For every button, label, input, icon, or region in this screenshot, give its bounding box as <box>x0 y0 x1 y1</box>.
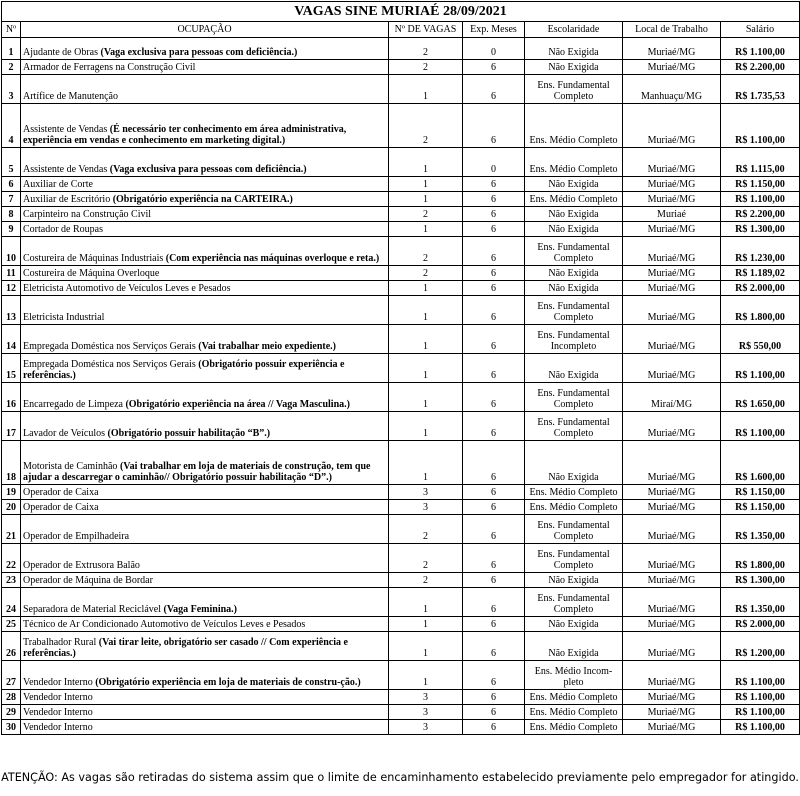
education-cell: Não Exigida <box>525 354 623 383</box>
occupation-cell <box>21 266 389 281</box>
salary-cell: R$ 1.100,00 <box>721 705 800 720</box>
workplace-cell: Miraí/MG <box>623 383 721 412</box>
row-number: 23 <box>2 573 21 588</box>
salary-cell: R$ 2.000,00 <box>721 617 800 632</box>
vacancies-cell: 1 <box>389 632 463 661</box>
occupation-name: Operador de Caixa <box>23 487 99 498</box>
workplace-cell: Muriaé/MG <box>623 354 721 383</box>
table-row <box>2 325 800 354</box>
vacancies-cell: 1 <box>389 296 463 325</box>
education-cell: Ens. Médio Completo <box>525 104 623 148</box>
education-cell: Ens. Fundamental Completo <box>525 515 623 544</box>
occupation-cell <box>21 237 389 266</box>
education-cell: Não Exigida <box>525 177 623 192</box>
occupation-name: Operador de Caixa <box>23 502 99 513</box>
salary-cell: R$ 1.100,00 <box>721 38 800 60</box>
occupation-cell <box>21 177 389 192</box>
salary-cell: R$ 1.350,00 <box>721 515 800 544</box>
table-row <box>2 500 800 515</box>
header-experience: Exp. Meses <box>463 22 525 38</box>
occupation-note: (Vai trabalhar meio expediente.) <box>198 341 336 352</box>
occupation-note: (Obrigatório possuir experiência e referências.) <box>23 359 345 381</box>
row-number: 30 <box>2 720 21 735</box>
row-number: 8 <box>2 207 21 222</box>
table-row <box>2 515 800 544</box>
education-cell: Não Exigida <box>525 441 623 485</box>
occupation-cell <box>21 485 389 500</box>
sheet-title: VAGAS SINE MURIAÉ 28/09/2021 <box>2 2 800 22</box>
occupation-cell <box>21 588 389 617</box>
salary-cell: R$ 1.100,00 <box>721 354 800 383</box>
occupation-cell <box>21 60 389 75</box>
occupation-note: (Obrigatório experiência na área // Vaga Masculina.) <box>125 399 350 410</box>
workplace-cell: Muriaé/MG <box>623 177 721 192</box>
occupation-note: (Vai trabalhar em loja de materiais de construção, tem que ajudar a descarregar o caminhão// Obrigatório possuir habilitação “D”.) <box>23 461 371 483</box>
row-number: 16 <box>2 383 21 412</box>
salary-cell: R$ 1.150,00 <box>721 500 800 515</box>
experience-cell: 6 <box>463 441 525 485</box>
vacancies-cell: 1 <box>389 281 463 296</box>
experience-cell: 6 <box>463 720 525 735</box>
occupation-cell <box>21 661 389 690</box>
table-row <box>2 192 800 207</box>
vacancies-cell: 2 <box>389 38 463 60</box>
vacancies-cell: 1 <box>389 192 463 207</box>
occupation-name: Técnico de Ar Condicionado Automotivo de Veículos Leves e Pesados <box>23 619 306 630</box>
vacancies-cell: 3 <box>389 705 463 720</box>
salary-cell: R$ 1.230,00 <box>721 237 800 266</box>
experience-cell: 6 <box>463 485 525 500</box>
occupation-name: Auxiliar de Escritório <box>23 194 113 205</box>
workplace-cell: Muriaé/MG <box>623 281 721 296</box>
occupation-cell <box>21 38 389 60</box>
table-row <box>2 60 800 75</box>
row-number: 17 <box>2 412 21 441</box>
experience-cell: 6 <box>463 192 525 207</box>
salary-cell: R$ 1.100,00 <box>721 720 800 735</box>
experience-cell: 6 <box>463 222 525 237</box>
row-number: 18 <box>2 441 21 485</box>
occupation-cell <box>21 720 389 735</box>
row-number: 1 <box>2 38 21 60</box>
workplace-cell: Muriaé/MG <box>623 222 721 237</box>
occupation-cell <box>21 281 389 296</box>
workplace-cell: Muriaé/MG <box>623 500 721 515</box>
workplace-cell: Muriaé/MG <box>623 617 721 632</box>
table-row <box>2 441 800 485</box>
vacancies-cell: 2 <box>389 60 463 75</box>
row-number: 28 <box>2 690 21 705</box>
table-row <box>2 354 800 383</box>
row-number: 9 <box>2 222 21 237</box>
workplace-cell: Muriaé/MG <box>623 573 721 588</box>
table-row <box>2 104 800 148</box>
workplace-cell: Muriaé/MG <box>623 104 721 148</box>
vacancies-cell: 3 <box>389 485 463 500</box>
row-number: 6 <box>2 177 21 192</box>
education-cell: Ens. Fundamental Completo <box>525 588 623 617</box>
vacancies-cell: 1 <box>389 354 463 383</box>
experience-cell: 6 <box>463 632 525 661</box>
education-cell: Não Exigida <box>525 38 623 60</box>
salary-cell: R$ 1.350,00 <box>721 588 800 617</box>
workplace-cell: Muriaé <box>623 207 721 222</box>
occupation-cell <box>21 296 389 325</box>
education-cell: Ens. Fundamental Completo <box>525 75 623 104</box>
table-row <box>2 75 800 104</box>
experience-cell: 6 <box>463 690 525 705</box>
row-number: 26 <box>2 632 21 661</box>
occupation-name: Assistente de Vendas <box>23 164 110 175</box>
row-number: 29 <box>2 705 21 720</box>
occupation-note: (Vaga exclusiva para pessoas com deficiência.) <box>100 47 298 58</box>
table-row <box>2 207 800 222</box>
row-number: 24 <box>2 588 21 617</box>
vacancies-cell: 1 <box>389 588 463 617</box>
experience-cell: 0 <box>463 148 525 177</box>
occupation-name: Carpinteiro na Construção Civil <box>23 209 152 220</box>
vacancies-cell: 2 <box>389 104 463 148</box>
occupation-name: Vendedor Interno <box>23 707 93 718</box>
occupation-cell <box>21 441 389 485</box>
experience-cell: 6 <box>463 515 525 544</box>
experience-cell: 6 <box>463 177 525 192</box>
salary-cell: R$ 1.150,00 <box>721 485 800 500</box>
education-cell: Ens. Médio Completo <box>525 500 623 515</box>
row-number: 27 <box>2 661 21 690</box>
occupation-name: Eletricista Industrial <box>23 312 105 323</box>
salary-cell: R$ 2.200,00 <box>721 60 800 75</box>
occupation-cell <box>21 632 389 661</box>
row-number: 25 <box>2 617 21 632</box>
workplace-cell: Muriaé/MG <box>623 192 721 207</box>
occupation-name: Operador de Máquina de Bordar <box>23 575 153 586</box>
experience-cell: 6 <box>463 705 525 720</box>
occupation-name: Lavador de Veículos <box>23 428 108 439</box>
occupation-name: Motorista de Caminhão <box>23 461 120 472</box>
experience-cell: 6 <box>463 573 525 588</box>
vacancies-cell: 1 <box>389 661 463 690</box>
row-number: 15 <box>2 354 21 383</box>
workplace-cell: Muriaé/MG <box>623 705 721 720</box>
education-cell: Não Exigida <box>525 632 623 661</box>
workplace-cell: Muriaé/MG <box>623 441 721 485</box>
occupation-cell <box>21 412 389 441</box>
occupation-name: Auxiliar de Corte <box>23 179 93 190</box>
row-number: 10 <box>2 237 21 266</box>
row-number: 21 <box>2 515 21 544</box>
education-cell: Ens. Médio Incom-pleto <box>525 661 623 690</box>
row-number: 19 <box>2 485 21 500</box>
vacancies-cell: 1 <box>389 148 463 177</box>
education-cell: Ens. Médio Completo <box>525 720 623 735</box>
table-row <box>2 38 800 60</box>
vacancies-cell: 1 <box>389 441 463 485</box>
education-cell: Não Exigida <box>525 266 623 281</box>
row-number: 4 <box>2 104 21 148</box>
occupation-cell <box>21 617 389 632</box>
occupation-name: Ajudante de Obras <box>23 47 101 58</box>
row-number: 5 <box>2 148 21 177</box>
occupation-note: (Vaga exclusiva para pessoas com deficiência.) <box>109 164 307 175</box>
table-body <box>2 38 800 735</box>
header-number: Nº <box>2 22 21 38</box>
workplace-cell: Muriaé/MG <box>623 544 721 573</box>
workplace-cell: Muriaé/MG <box>623 515 721 544</box>
table-row <box>2 222 800 237</box>
table-row <box>2 690 800 705</box>
occupation-cell <box>21 500 389 515</box>
education-cell: Ens. Fundamental Incompleto <box>525 325 623 354</box>
education-cell: Ens. Médio Completo <box>525 485 623 500</box>
occupation-name: Trabalhador Rural <box>23 637 99 648</box>
education-cell: Não Exigida <box>525 60 623 75</box>
row-number: 14 <box>2 325 21 354</box>
vacancies-cell: 3 <box>389 690 463 705</box>
occupation-cell <box>21 325 389 354</box>
salary-cell: R$ 1.300,00 <box>721 222 800 237</box>
occupation-name: Empregada Doméstica nos Serviços Gerais <box>23 341 199 352</box>
job-listing-sheet <box>1 1 799 735</box>
workplace-cell: Muriaé/MG <box>623 296 721 325</box>
salary-cell: R$ 2.200,00 <box>721 207 800 222</box>
row-number: 3 <box>2 75 21 104</box>
row-number: 20 <box>2 500 21 515</box>
row-number: 2 <box>2 60 21 75</box>
occupation-cell <box>21 573 389 588</box>
table-header-row <box>2 22 800 38</box>
table-row <box>2 573 800 588</box>
vacancies-cell: 1 <box>389 412 463 441</box>
vacancies-cell: 1 <box>389 383 463 412</box>
education-cell: Não Exigida <box>525 207 623 222</box>
header-occupation: OCUPAÇÃO <box>21 22 389 38</box>
vacancies-cell: 2 <box>389 515 463 544</box>
education-cell: Ens. Fundamental Completo <box>525 544 623 573</box>
occupation-cell <box>21 75 389 104</box>
salary-cell: R$ 1.100,00 <box>721 690 800 705</box>
workplace-cell: Muriaé/MG <box>623 412 721 441</box>
table-row <box>2 705 800 720</box>
vacancies-cell: 2 <box>389 573 463 588</box>
header-workplace: Local de Trabalho <box>623 22 721 38</box>
occupation-name: Empregada Doméstica nos Serviços Gerais <box>23 359 199 370</box>
occupation-name: Artífice de Manutenção <box>23 91 118 102</box>
workplace-cell: Manhuaçu/MG <box>623 75 721 104</box>
table-row <box>2 237 800 266</box>
occupation-name: Separadora de Material Reciclável <box>23 604 164 615</box>
salary-cell: R$ 1.100,00 <box>721 104 800 148</box>
occupation-note: (É necessário ter conhecimento em área administrativa, experiência em vendas e conhecimento em marketing digital.) <box>23 124 347 146</box>
occupation-cell <box>21 705 389 720</box>
occupation-name: Operador de Empilhadeira <box>23 531 130 542</box>
education-cell: Ens. Fundamental Completo <box>525 237 623 266</box>
table-row <box>2 485 800 500</box>
occupation-cell <box>21 192 389 207</box>
salary-cell: R$ 1.150,00 <box>721 177 800 192</box>
experience-cell: 6 <box>463 266 525 281</box>
salary-cell: R$ 1.650,00 <box>721 383 800 412</box>
workplace-cell: Muriaé/MG <box>623 60 721 75</box>
salary-cell: R$ 1.100,00 <box>721 412 800 441</box>
workplace-cell: Muriaé/MG <box>623 720 721 735</box>
salary-cell: R$ 1.115,00 <box>721 148 800 177</box>
workplace-cell: Muriaé/MG <box>623 485 721 500</box>
education-cell: Ens. Médio Completo <box>525 192 623 207</box>
vacancies-cell: 3 <box>389 720 463 735</box>
occupation-name: Costureira de Máquina Overloque <box>23 268 160 279</box>
education-cell: Não Exigida <box>525 222 623 237</box>
salary-cell: R$ 1.200,00 <box>721 632 800 661</box>
header-education: Escolaridade <box>525 22 623 38</box>
vacancies-cell: 2 <box>389 237 463 266</box>
workplace-cell: Muriaé/MG <box>623 38 721 60</box>
occupation-name: Eletricista Automotivo de Veículos Leves e Pesados <box>23 283 231 294</box>
experience-cell: 6 <box>463 544 525 573</box>
vacancies-cell: 2 <box>389 207 463 222</box>
education-cell: Não Exigida <box>525 281 623 296</box>
experience-cell: 6 <box>463 207 525 222</box>
occupation-cell <box>21 222 389 237</box>
workplace-cell: Muriaé/MG <box>623 325 721 354</box>
header-salary: Salário <box>721 22 800 38</box>
experience-cell: 6 <box>463 588 525 617</box>
vacancies-table <box>1 1 800 735</box>
vacancies-cell: 1 <box>389 222 463 237</box>
salary-cell: R$ 550,00 <box>721 325 800 354</box>
workplace-cell: Muriaé/MG <box>623 588 721 617</box>
vacancies-cell: 3 <box>389 500 463 515</box>
experience-cell: 6 <box>463 383 525 412</box>
experience-cell: 0 <box>463 38 525 60</box>
table-row <box>2 632 800 661</box>
experience-cell: 6 <box>463 500 525 515</box>
salary-cell: R$ 1.735,53 <box>721 75 800 104</box>
occupation-note: (Obrigatório possuir habilitação “B”.) <box>107 428 271 439</box>
row-number: 13 <box>2 296 21 325</box>
occupation-cell <box>21 544 389 573</box>
workplace-cell: Muriaé/MG <box>623 148 721 177</box>
education-cell: Ens. Médio Completo <box>525 148 623 177</box>
experience-cell: 6 <box>463 237 525 266</box>
education-cell: Ens. Fundamental Completo <box>525 383 623 412</box>
education-cell: Ens. Fundamental Completo <box>525 412 623 441</box>
workplace-cell: Muriaé/MG <box>623 632 721 661</box>
workplace-cell: Muriaé/MG <box>623 690 721 705</box>
experience-cell: 6 <box>463 75 525 104</box>
occupation-name: Cortador de Roupas <box>23 224 103 235</box>
occupation-note: (Vai tirar leite, obrigatório ser casado // Com experiência e referências.) <box>23 637 348 659</box>
table-row <box>2 661 800 690</box>
salary-cell: R$ 1.300,00 <box>721 573 800 588</box>
workplace-cell: Muriaé/MG <box>623 266 721 281</box>
attention-footer: ATENÇÃO: As vagas são retiradas do sistema assim que o limite de encaminhamento estabelecido previamente pelo empregador for atingido. <box>1 771 799 784</box>
occupation-note: (Obrigatório experiência em loja de materiais de constru-ção.) <box>95 677 361 688</box>
occupation-cell <box>21 207 389 222</box>
experience-cell: 6 <box>463 296 525 325</box>
table-row <box>2 266 800 281</box>
education-cell: Ens. Fundamental Completo <box>525 296 623 325</box>
salary-cell: R$ 2.000,00 <box>721 281 800 296</box>
occupation-note: (Com experiência nas máquinas overloque e reta.) <box>165 253 380 264</box>
education-cell: Ens. Médio Completo <box>525 690 623 705</box>
occupation-cell <box>21 690 389 705</box>
experience-cell: 6 <box>463 281 525 296</box>
occupation-note: (Vaga Feminina.) <box>163 604 238 615</box>
occupation-name: Operador de Extrusora Balão <box>23 560 140 571</box>
experience-cell: 6 <box>463 617 525 632</box>
workplace-cell: Muriaé/MG <box>623 661 721 690</box>
table-row <box>2 412 800 441</box>
salary-cell: R$ 1.600,00 <box>721 441 800 485</box>
table-row <box>2 281 800 296</box>
occupation-cell <box>21 383 389 412</box>
occupation-note: (Obrigatório experiência na CARTEIRA.) <box>112 194 293 205</box>
occupation-cell <box>21 354 389 383</box>
occupation-cell <box>21 104 389 148</box>
experience-cell: 6 <box>463 661 525 690</box>
workplace-cell: Muriaé/MG <box>623 237 721 266</box>
occupation-name: Vendedor Interno <box>23 692 93 703</box>
vacancies-cell: 1 <box>389 177 463 192</box>
experience-cell: 6 <box>463 412 525 441</box>
table-row <box>2 177 800 192</box>
vacancies-cell: 1 <box>389 325 463 354</box>
occupation-name: Vendedor Interno <box>23 722 93 733</box>
row-number: 22 <box>2 544 21 573</box>
occupation-name: Encarregado de Limpeza <box>23 399 126 410</box>
experience-cell: 6 <box>463 325 525 354</box>
education-cell: Não Exigida <box>525 573 623 588</box>
vacancies-cell: 1 <box>389 617 463 632</box>
header-vacancies: Nº DE VAGAS <box>389 22 463 38</box>
occupation-name: Armador de Ferragens na Construção Civil <box>23 62 196 73</box>
occupation-name: Assistente de Vendas <box>23 124 110 135</box>
occupation-cell <box>21 148 389 177</box>
table-row <box>2 617 800 632</box>
table-row <box>2 296 800 325</box>
table-row <box>2 720 800 735</box>
occupation-cell <box>21 515 389 544</box>
row-number: 11 <box>2 266 21 281</box>
row-number: 7 <box>2 192 21 207</box>
salary-cell: R$ 1.800,00 <box>721 544 800 573</box>
table-row <box>2 148 800 177</box>
salary-cell: R$ 1.100,00 <box>721 192 800 207</box>
salary-cell: R$ 1.100,00 <box>721 661 800 690</box>
experience-cell: 6 <box>463 60 525 75</box>
education-cell: Ens. Médio Completo <box>525 705 623 720</box>
education-cell: Não Exigida <box>525 617 623 632</box>
row-number: 12 <box>2 281 21 296</box>
vacancies-cell: 2 <box>389 266 463 281</box>
salary-cell: R$ 1.189,02 <box>721 266 800 281</box>
salary-cell: R$ 1.800,00 <box>721 296 800 325</box>
experience-cell: 6 <box>463 354 525 383</box>
vacancies-cell: 2 <box>389 544 463 573</box>
experience-cell: 6 <box>463 104 525 148</box>
table-row <box>2 588 800 617</box>
table-row <box>2 544 800 573</box>
occupation-name: Costureira de Máquinas Industriais <box>23 253 166 264</box>
occupation-name: Vendedor Interno <box>23 677 96 688</box>
table-row <box>2 383 800 412</box>
vacancies-cell: 1 <box>389 75 463 104</box>
